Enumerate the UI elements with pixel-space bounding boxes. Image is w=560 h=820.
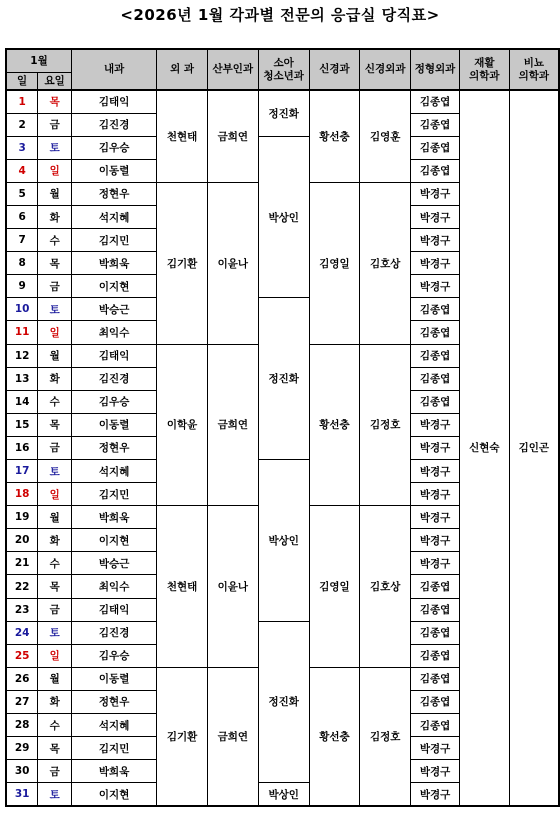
ortho-cell: 김종엽 xyxy=(411,598,460,621)
weekday-cell: 목 xyxy=(38,737,72,760)
peds-cell: 정진화 xyxy=(258,90,309,136)
internal-cell: 이동렬 xyxy=(72,159,157,182)
day-cell: 7 xyxy=(6,229,38,252)
weekday-cell: 수 xyxy=(38,229,72,252)
weekday-cell: 일 xyxy=(38,159,72,182)
internal-cell: 이지현 xyxy=(72,783,157,806)
ortho-header: 정형외과 xyxy=(411,49,460,90)
day-cell: 9 xyxy=(6,275,38,298)
weekday-cell: 금 xyxy=(38,113,72,136)
day-cell: 30 xyxy=(6,760,38,783)
internal-header: 내과 xyxy=(72,49,157,90)
ortho-cell: 박경구 xyxy=(411,483,460,506)
rehab-header-line1: 재활 xyxy=(474,56,495,69)
ortho-cell: 박경구 xyxy=(411,413,460,436)
internal-cell: 박희욱 xyxy=(72,252,157,275)
ortho-cell: 김종엽 xyxy=(411,690,460,713)
day-cell: 17 xyxy=(6,460,38,483)
weekday-header: 요일 xyxy=(38,73,72,91)
weekday-cell: 토 xyxy=(38,136,72,159)
weekday-cell: 월 xyxy=(38,344,72,367)
internal-cell: 석지혜 xyxy=(72,460,157,483)
internal-cell: 박승근 xyxy=(72,552,157,575)
weekday-cell: 금 xyxy=(38,598,72,621)
day-cell: 19 xyxy=(6,506,38,529)
weekday-cell: 화 xyxy=(38,690,72,713)
neuro-cell: 황선충 xyxy=(309,90,360,182)
peds-cell: 정진화 xyxy=(258,298,309,460)
internal-cell: 박희욱 xyxy=(72,506,157,529)
day-cell: 13 xyxy=(6,367,38,390)
ortho-cell: 김종엽 xyxy=(411,298,460,321)
ortho-cell: 박경구 xyxy=(411,182,460,205)
ortho-cell: 김종엽 xyxy=(411,644,460,667)
ortho-cell: 박경구 xyxy=(411,229,460,252)
day-cell: 29 xyxy=(6,737,38,760)
day-cell: 28 xyxy=(6,714,38,737)
internal-cell: 이지현 xyxy=(72,529,157,552)
weekday-cell: 목 xyxy=(38,252,72,275)
internal-cell: 김진경 xyxy=(72,367,157,390)
weekday-cell: 목 xyxy=(38,575,72,598)
surgery-cell: 천현태 xyxy=(157,90,208,182)
uro-header-line2: 의학과 xyxy=(518,69,550,82)
ortho-cell: 박경구 xyxy=(411,760,460,783)
day-cell: 24 xyxy=(6,621,38,644)
day-cell: 18 xyxy=(6,483,38,506)
internal-cell: 석지혜 xyxy=(72,205,157,228)
day-cell: 5 xyxy=(6,182,38,205)
internal-cell: 박승근 xyxy=(72,298,157,321)
obgyn-cell: 금희연 xyxy=(207,90,258,182)
internal-cell: 김태익 xyxy=(72,344,157,367)
weekday-cell: 토 xyxy=(38,298,72,321)
ortho-cell: 김종엽 xyxy=(411,667,460,690)
neurosurg-cell: 김영훈 xyxy=(360,90,411,182)
month-header: 1월 xyxy=(6,49,72,73)
ortho-cell: 김종엽 xyxy=(411,344,460,367)
weekday-cell: 일 xyxy=(38,644,72,667)
weekday-cell: 월 xyxy=(38,506,72,529)
internal-cell: 이동렬 xyxy=(72,413,157,436)
ortho-cell: 김종엽 xyxy=(411,390,460,413)
ortho-cell: 김종엽 xyxy=(411,621,460,644)
internal-cell: 김진경 xyxy=(72,113,157,136)
ortho-cell: 김종엽 xyxy=(411,367,460,390)
internal-cell: 이지현 xyxy=(72,275,157,298)
peds-cell: 박상인 xyxy=(258,136,309,298)
day-cell: 11 xyxy=(6,321,38,344)
ortho-cell: 김종엽 xyxy=(411,159,460,182)
day-cell: 26 xyxy=(6,667,38,690)
neuro-header: 신경과 xyxy=(309,49,360,90)
day-cell: 20 xyxy=(6,529,38,552)
internal-cell: 정현우 xyxy=(72,690,157,713)
weekday-cell: 토 xyxy=(38,460,72,483)
peds-cell: 정진화 xyxy=(258,621,309,783)
ortho-cell: 김종엽 xyxy=(411,714,460,737)
internal-cell: 김우승 xyxy=(72,390,157,413)
day-cell: 22 xyxy=(6,575,38,598)
neuro-cell: 김영일 xyxy=(309,182,360,344)
day-cell: 31 xyxy=(6,783,38,806)
internal-cell: 김지민 xyxy=(72,483,157,506)
internal-cell: 정현우 xyxy=(72,182,157,205)
table-row xyxy=(6,90,559,113)
day-cell: 27 xyxy=(6,690,38,713)
internal-cell: 김진경 xyxy=(72,621,157,644)
ortho-cell: 박경구 xyxy=(411,737,460,760)
day-cell: 10 xyxy=(6,298,38,321)
neurosurg-cell: 김정호 xyxy=(360,344,411,506)
weekday-cell: 수 xyxy=(38,552,72,575)
obgyn-cell: 이윤나 xyxy=(207,182,258,344)
surgery-cell: 이학윤 xyxy=(157,344,208,506)
day-header: 일 xyxy=(6,73,38,91)
day-cell: 23 xyxy=(6,598,38,621)
ortho-cell: 박경구 xyxy=(411,529,460,552)
weekday-cell: 목 xyxy=(38,90,72,113)
peds-header-line1: 소아 xyxy=(273,56,294,69)
ortho-cell: 박경구 xyxy=(411,460,460,483)
internal-cell: 김태익 xyxy=(72,598,157,621)
surgery-header: 외 과 xyxy=(157,49,208,90)
ortho-cell: 박경구 xyxy=(411,275,460,298)
obgyn-cell: 금희연 xyxy=(207,344,258,506)
rehab-cell: 신현숙 xyxy=(459,90,509,806)
ortho-cell: 김종엽 xyxy=(411,113,460,136)
surgery-cell: 천현태 xyxy=(157,506,208,668)
day-cell: 3 xyxy=(6,136,38,159)
internal-cell: 최익수 xyxy=(72,321,157,344)
weekday-cell: 토 xyxy=(38,621,72,644)
internal-cell: 최익수 xyxy=(72,575,157,598)
internal-cell: 김우승 xyxy=(72,136,157,159)
surgery-cell: 김기환 xyxy=(157,667,208,806)
uro-header xyxy=(509,49,559,90)
day-cell: 2 xyxy=(6,113,38,136)
peds-header xyxy=(258,49,309,90)
weekday-cell: 금 xyxy=(38,436,72,459)
day-cell: 25 xyxy=(6,644,38,667)
weekday-cell: 금 xyxy=(38,275,72,298)
internal-cell: 김태익 xyxy=(72,90,157,113)
peds-cell: 박상인 xyxy=(258,783,309,806)
internal-cell: 정현우 xyxy=(72,436,157,459)
obgyn-cell: 금희연 xyxy=(207,667,258,806)
internal-cell: 석지혜 xyxy=(72,714,157,737)
page-title: <2026년 1월 각과별 전문의 응급실 당직표> xyxy=(120,6,440,24)
day-cell: 14 xyxy=(6,390,38,413)
ortho-cell: 박경구 xyxy=(411,783,460,806)
obgyn-header: 산부인과 xyxy=(207,49,258,90)
neuro-cell: 김영일 xyxy=(309,506,360,668)
duty-roster-table xyxy=(5,48,560,807)
weekday-cell: 월 xyxy=(38,182,72,205)
ortho-cell: 김종엽 xyxy=(411,575,460,598)
internal-cell: 이동렬 xyxy=(72,667,157,690)
ortho-cell: 박경구 xyxy=(411,552,460,575)
weekday-cell: 목 xyxy=(38,413,72,436)
day-cell: 15 xyxy=(6,413,38,436)
weekday-cell: 수 xyxy=(38,390,72,413)
ortho-cell: 박경구 xyxy=(411,252,460,275)
neurosurg-cell: 김호상 xyxy=(360,182,411,344)
internal-cell: 김지민 xyxy=(72,737,157,760)
day-cell: 4 xyxy=(6,159,38,182)
neuro-cell: 황선충 xyxy=(309,667,360,806)
neurosurg-header: 신경외과 xyxy=(360,49,411,90)
ortho-cell: 박경구 xyxy=(411,506,460,529)
ortho-cell: 박경구 xyxy=(411,436,460,459)
weekday-cell: 수 xyxy=(38,714,72,737)
weekday-cell: 화 xyxy=(38,205,72,228)
day-cell: 8 xyxy=(6,252,38,275)
surgery-cell: 김기환 xyxy=(157,182,208,344)
day-cell: 21 xyxy=(6,552,38,575)
weekday-cell: 월 xyxy=(38,667,72,690)
uro-cell: 김인곤 xyxy=(509,90,559,806)
weekday-cell: 금 xyxy=(38,760,72,783)
ortho-cell: 김종엽 xyxy=(411,90,460,113)
weekday-cell: 화 xyxy=(38,367,72,390)
ortho-cell: 박경구 xyxy=(411,205,460,228)
day-cell: 1 xyxy=(6,90,38,113)
internal-cell: 박희욱 xyxy=(72,760,157,783)
peds-header-line2: 청소년과 xyxy=(263,69,304,82)
obgyn-cell: 이윤나 xyxy=(207,506,258,668)
weekday-cell: 화 xyxy=(38,529,72,552)
peds-cell: 박상인 xyxy=(258,460,309,622)
weekday-cell: 토 xyxy=(38,783,72,806)
rehab-header xyxy=(459,49,509,90)
rehab-header-line2: 의학과 xyxy=(469,69,500,82)
day-cell: 12 xyxy=(6,344,38,367)
roster-body xyxy=(6,90,559,806)
internal-cell: 김우승 xyxy=(72,644,157,667)
uro-header-line1: 비뇨 xyxy=(523,56,544,69)
ortho-cell: 김종엽 xyxy=(411,136,460,159)
weekday-cell: 일 xyxy=(38,321,72,344)
weekday-cell: 일 xyxy=(38,483,72,506)
day-cell: 16 xyxy=(6,436,38,459)
ortho-cell: 김종엽 xyxy=(411,321,460,344)
day-cell: 6 xyxy=(6,205,38,228)
neuro-cell: 황선충 xyxy=(309,344,360,506)
neurosurg-cell: 김정호 xyxy=(360,667,411,806)
internal-cell: 김지민 xyxy=(72,229,157,252)
neurosurg-cell: 김호상 xyxy=(360,506,411,668)
